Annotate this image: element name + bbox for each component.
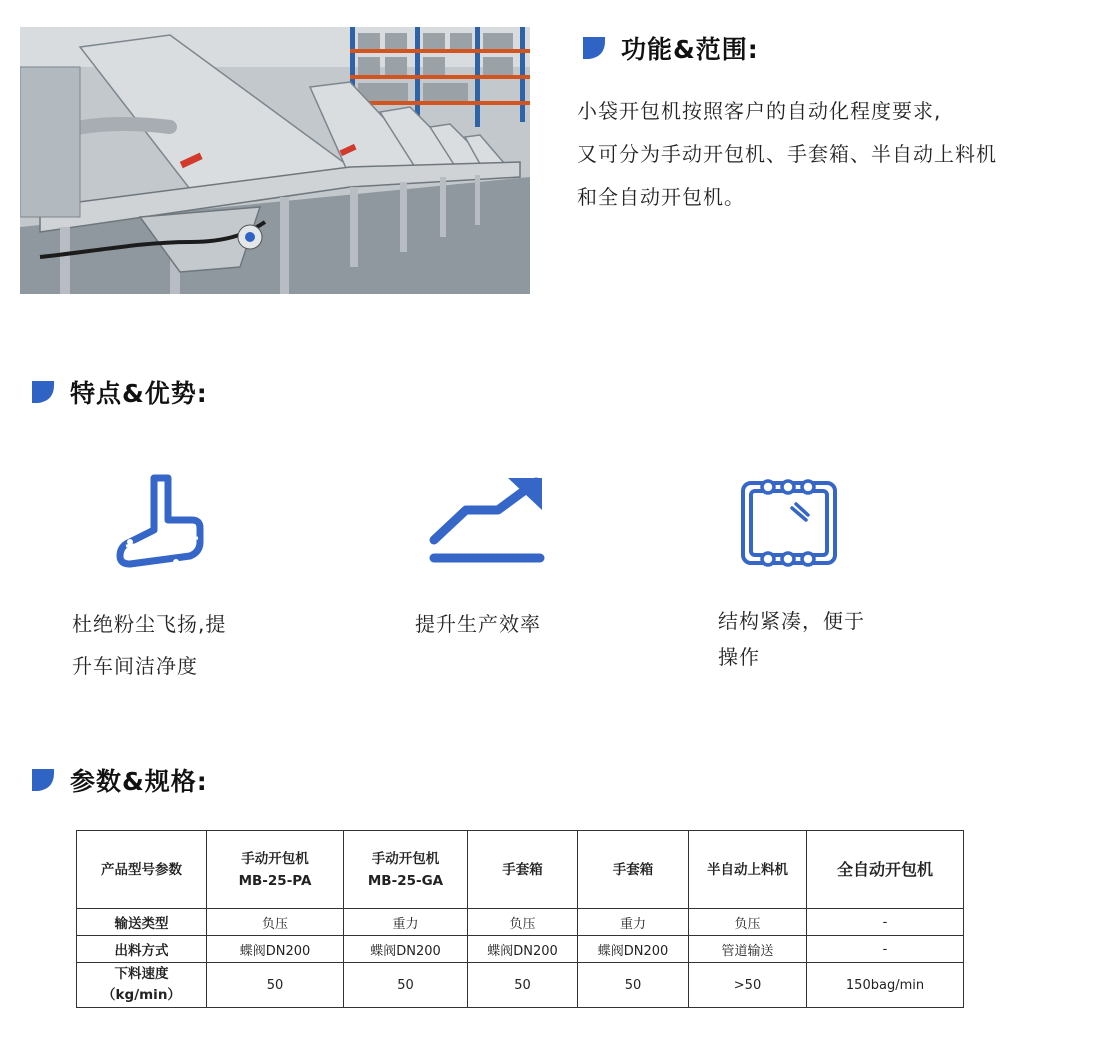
machine-photo	[20, 27, 530, 294]
table-cell: 管道输送	[689, 936, 807, 963]
table-cell: 蝶阀DN200	[344, 936, 468, 963]
table-cell: -	[807, 936, 964, 963]
function-description	[577, 90, 1077, 219]
compact-frame-icon	[740, 478, 838, 568]
header-model: MB-25-PA	[238, 872, 312, 889]
row-label-line: 下料速度	[114, 966, 169, 982]
feature-text-efficiency	[415, 603, 635, 645]
feature-line: 结构紧凑，便于	[718, 609, 865, 633]
row-label-unit: （kg/min）	[102, 987, 181, 1003]
table-header-cell	[207, 831, 344, 909]
table-cell: 负压	[207, 909, 344, 936]
feature-line: 升车间洁净度	[72, 654, 198, 678]
table-header-cell	[807, 831, 964, 909]
broom-icon	[112, 472, 208, 568]
table-row	[77, 909, 964, 936]
table-cell: 50	[468, 963, 578, 1008]
table-header-cell	[77, 831, 207, 909]
features-section-heading	[32, 374, 208, 410]
function-section-title: 功能&范围:	[621, 35, 759, 64]
table-header-cell	[468, 831, 578, 909]
table-cell: 蝶阀DN200	[468, 936, 578, 963]
row-label: 输送类型	[77, 909, 207, 936]
header-label: 手套箱	[612, 861, 654, 878]
header-label: 手动开包机	[371, 850, 440, 867]
table-cell: 蝶阀DN200	[207, 936, 344, 963]
table-cell: 负压	[468, 909, 578, 936]
table-cell: 重力	[344, 909, 468, 936]
function-line: 小袋开包机按照客户的自动化程度要求,	[577, 99, 942, 123]
trend-arrow-icon	[428, 474, 546, 566]
feature-line: 杜绝粉尘飞扬,提	[72, 612, 227, 636]
table-header-cell	[689, 831, 807, 909]
table-header-cell	[344, 831, 468, 909]
table-cell: 蝶阀DN200	[578, 936, 689, 963]
blue-corner-marker-icon	[32, 381, 54, 403]
spec-table	[76, 830, 964, 1008]
row-label	[77, 963, 207, 1008]
table-cell: -	[807, 909, 964, 936]
header-label: 手动开包机	[241, 850, 309, 867]
table-header-cell	[578, 831, 689, 909]
table-cell: 150bag/min	[807, 963, 964, 1008]
table-cell: 重力	[578, 909, 689, 936]
spec-section-heading	[32, 762, 208, 798]
function-section-heading	[583, 30, 759, 66]
feature-text-compact	[718, 603, 918, 675]
row-label: 出料方式	[77, 936, 207, 963]
function-line: 又可分为手动开包机、手套箱、半自动上料机	[577, 142, 997, 166]
function-line: 和全自动开包机。	[577, 185, 745, 209]
header-label: 手套箱	[502, 861, 543, 878]
table-cell: 50	[344, 963, 468, 1008]
table-cell: 50	[207, 963, 344, 1008]
table-row	[77, 936, 964, 963]
feature-line: 操作	[718, 645, 760, 669]
features-section-title: 特点&优势:	[70, 379, 208, 408]
feature-text-dustproof	[72, 603, 272, 687]
header-label: 全自动开包机	[836, 859, 933, 879]
blue-corner-marker-icon	[583, 37, 605, 59]
table-row	[77, 963, 964, 1008]
table-cell: 50	[578, 963, 689, 1008]
header-model: MB-25-GA	[367, 872, 444, 889]
feature-line: 提升生产效率	[415, 612, 541, 636]
spec-section-title: 参数&规格:	[70, 767, 208, 796]
table-header-row	[77, 831, 964, 909]
header-label: 半自动上料机	[707, 861, 788, 878]
table-cell: 负压	[689, 909, 807, 936]
header-label: 产品型号参数	[101, 861, 182, 878]
blue-corner-marker-icon	[32, 769, 54, 791]
table-cell: >50	[689, 963, 807, 1008]
